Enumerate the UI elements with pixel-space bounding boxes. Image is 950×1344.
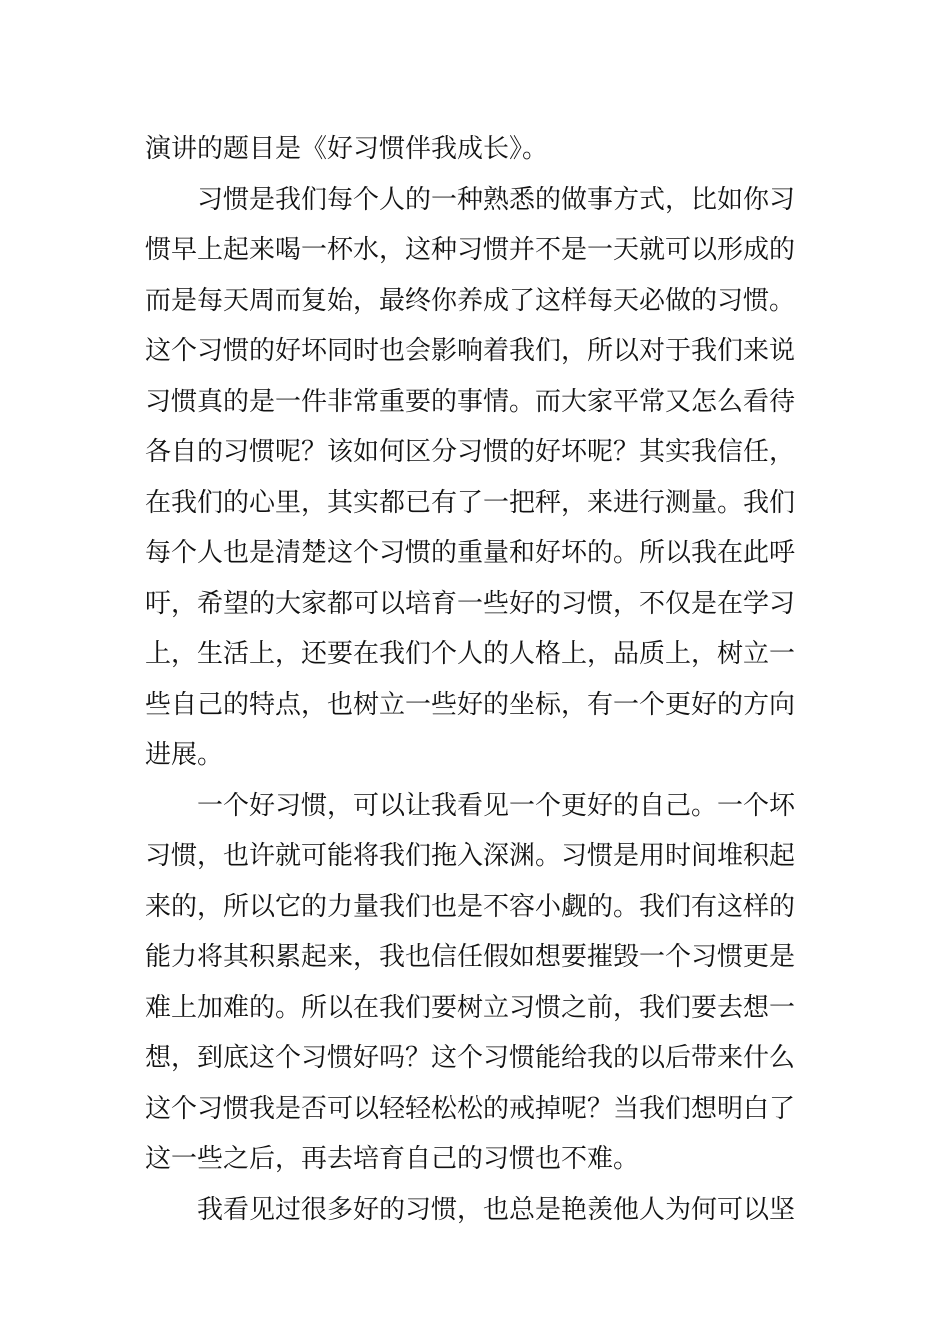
text-line: 在我们的心里，其实都已有了一把秤，来进行测量。我们 <box>145 488 796 518</box>
text-line: 这个习惯我是否可以轻轻松松的戒掉呢？当我们想明白了 <box>145 1094 796 1124</box>
text-line: 我看见过很多好的习惯，也总是艳羡他人为何可以坚 <box>197 1195 796 1225</box>
text-line: 进展。 <box>145 740 224 770</box>
text-line: 一个好习惯，可以让我看见一个更好的自己。一个坏 <box>197 791 796 821</box>
text-line: 而是每天周而复始，最终你养成了这样每天必做的习惯。 <box>145 286 796 316</box>
text-line: 各自的习惯呢？该如何区分习惯的好坏呢？其实我信任， <box>145 437 796 467</box>
text-line: 难上加难的。所以在我们要树立习惯之前，我们要去想一 <box>145 993 796 1023</box>
text-line: 上，生活上，还要在我们个人的人格上，品质上，树立一 <box>145 639 796 669</box>
text-line: 习惯真的是一件非常重要的事情。而大家平常又怎么看待 <box>145 387 796 417</box>
text-line: 来的，所以它的力量我们也是不容小觑的。我们有这样的 <box>145 892 796 922</box>
text-line: 这个习惯的好坏同时也会影响着我们，所以对于我们来说 <box>145 336 796 366</box>
text-line: 吁，希望的大家都可以培育一些好的习惯，不仅是在学习 <box>145 589 796 619</box>
text-line: 习惯，也许就可能将我们拖入深渊。习惯是用时间堆积起 <box>145 841 796 871</box>
text-line: 演讲的题目是《好习惯伴我成长》。 <box>145 134 549 164</box>
text-line: 这一些之后，再去培育自己的习惯也不难。 <box>145 1144 640 1174</box>
text-line: 想，到底这个习惯好吗？这个习惯能给我的以后带来什么 <box>145 1043 796 1073</box>
text-line: 能力将其积累起来，我也信任假如想要摧毁一个习惯更是 <box>145 942 796 972</box>
text-line: 些自己的特点，也树立一些好的坐标，有一个更好的方向 <box>145 690 796 720</box>
text-line: 每个人也是清楚这个习惯的重量和好坏的。所以我在此呼 <box>145 538 796 568</box>
text-line: 习惯是我们每个人的一种熟悉的做事方式，比如你习 <box>197 185 796 215</box>
text-line: 惯早上起来喝一杯水，这种习惯并不是一天就可以形成的 <box>145 235 796 265</box>
